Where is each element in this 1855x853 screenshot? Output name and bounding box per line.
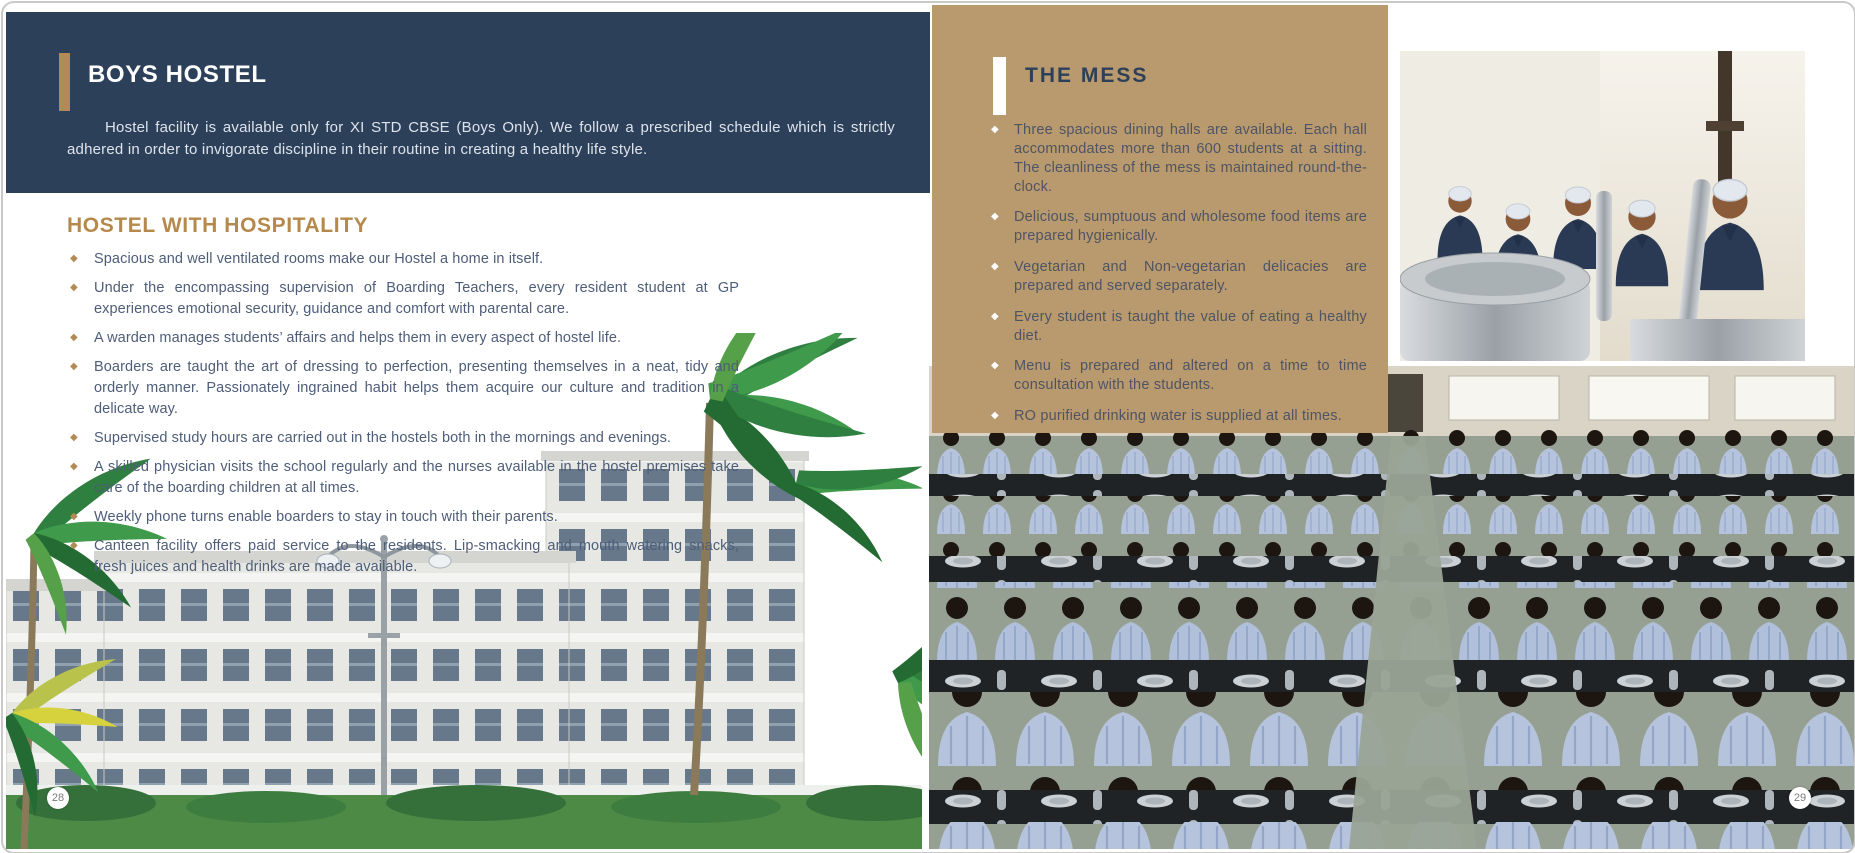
- bullet-text: Canteen facility offers paid service to the residents. Lip-smacking and mouth watering snacks, fresh juices and health drinks are made available.: [94, 538, 739, 576]
- list-item: [67, 428, 739, 449]
- bullet-text: A skilled physician visits the school regularly and the nurses available in the hostel premises take care of the boarding children at all times.: [94, 459, 739, 497]
- bullet-text: RO purified drinking water is supplied at all times.: [1014, 408, 1342, 425]
- white-accent-bar: [993, 57, 1006, 115]
- list-item: [989, 308, 1367, 346]
- diamond-bullet-icon: ◆: [70, 282, 78, 294]
- list-item: [67, 507, 739, 528]
- gold-accent-bar: [59, 53, 70, 111]
- page-number-right: 29: [1789, 787, 1811, 809]
- palm-tree: [875, 570, 922, 799]
- list-item: [67, 328, 739, 349]
- list-item: [989, 208, 1367, 246]
- section-heading-hospitality: HOSTEL WITH HOSPITALITY: [67, 214, 369, 237]
- page-card: [1, 1, 1855, 853]
- diamond-bullet-icon: ◆: [991, 310, 999, 322]
- diamond-bullet-icon: ◆: [70, 461, 78, 473]
- list-item: [67, 457, 739, 499]
- mess-features-list: [989, 121, 1367, 438]
- bullet-text: Vegetarian and Non-vegetarian delicacies are prepared and served separately.: [1014, 259, 1367, 294]
- bullet-text: Weekly phone turns enable boarders to stay in touch with their parents.: [94, 509, 558, 526]
- list-item: [989, 121, 1367, 196]
- diamond-bullet-icon: ◆: [70, 332, 78, 344]
- bullet-text: Three spacious dining halls are available. Each hall accommodates more than 600 students at a sitting. The cleanliness of the mess is maintained round-the-clock.: [1014, 122, 1367, 195]
- boys-hostel-banner: [6, 12, 930, 193]
- diamond-bullet-icon: ◆: [70, 540, 78, 552]
- bullet-text: A warden manages students’ affairs and helps them in every aspect of hostel life.: [94, 330, 622, 347]
- diamond-bullet-icon: ◆: [991, 410, 999, 422]
- bullet-text: Every student is taught the value of eating a healthy diet.: [1014, 308, 1367, 344]
- diamond-bullet-icon: ◆: [991, 261, 999, 273]
- bullet-text: Supervised study hours are carried out in the hostels both in the mornings and evenings.: [94, 430, 672, 447]
- bullet-text: Boarders are taught the art of dressing to perfection, presenting themselves in a neat, tidy and orderly manner. Passionately ingrained habit helps them acquire our culture and tradition in a delicate way.: [94, 359, 739, 418]
- dining-hall-photo: [929, 366, 1855, 849]
- bullet-text: Under the encompassing supervision of Boarding Teachers, every resident student at GP experiences emotional security, guidance and comfort with parental care.: [94, 280, 739, 318]
- diamond-bullet-icon: ◆: [991, 360, 999, 372]
- list-item: [989, 407, 1367, 426]
- page-number-left: 28: [47, 787, 69, 809]
- hostel-features-list: [67, 249, 739, 586]
- list-item: [67, 278, 739, 320]
- diamond-bullet-icon: ◆: [70, 361, 78, 373]
- diamond-bullet-icon: ◆: [70, 432, 78, 444]
- mess-kitchen-photo: [1400, 51, 1805, 361]
- list-item: [67, 536, 739, 578]
- diamond-bullet-icon: ◆: [991, 211, 999, 223]
- page-title: BOYS HOSTEL: [88, 61, 267, 88]
- bullet-text: Delicious, sumptuous and wholesome food items are prepared hygienically.: [1014, 209, 1367, 245]
- hostel-intro-text: Hostel facility is available only for XI STD CBSE (Boys Only). We follow a prescribed schedule which is strictly adhered in order to invigorate discipline in their routine in creating a healthy life style.: [67, 119, 895, 159]
- bullet-text: Menu is prepared and altered on a time to time consultation with the students.: [1014, 358, 1367, 394]
- diamond-bullet-icon: ◆: [70, 253, 78, 264]
- list-item: [67, 357, 739, 420]
- list-item: [989, 258, 1367, 296]
- section-heading-mess: THE MESS: [1025, 64, 1149, 87]
- diamond-bullet-icon: ◆: [70, 511, 78, 523]
- list-item: [989, 357, 1367, 395]
- diamond-bullet-icon: ◆: [991, 124, 999, 135]
- bullet-text: Spacious and well ventilated rooms make our Hostel a home in itself.: [94, 251, 544, 267]
- list-item: [67, 249, 739, 270]
